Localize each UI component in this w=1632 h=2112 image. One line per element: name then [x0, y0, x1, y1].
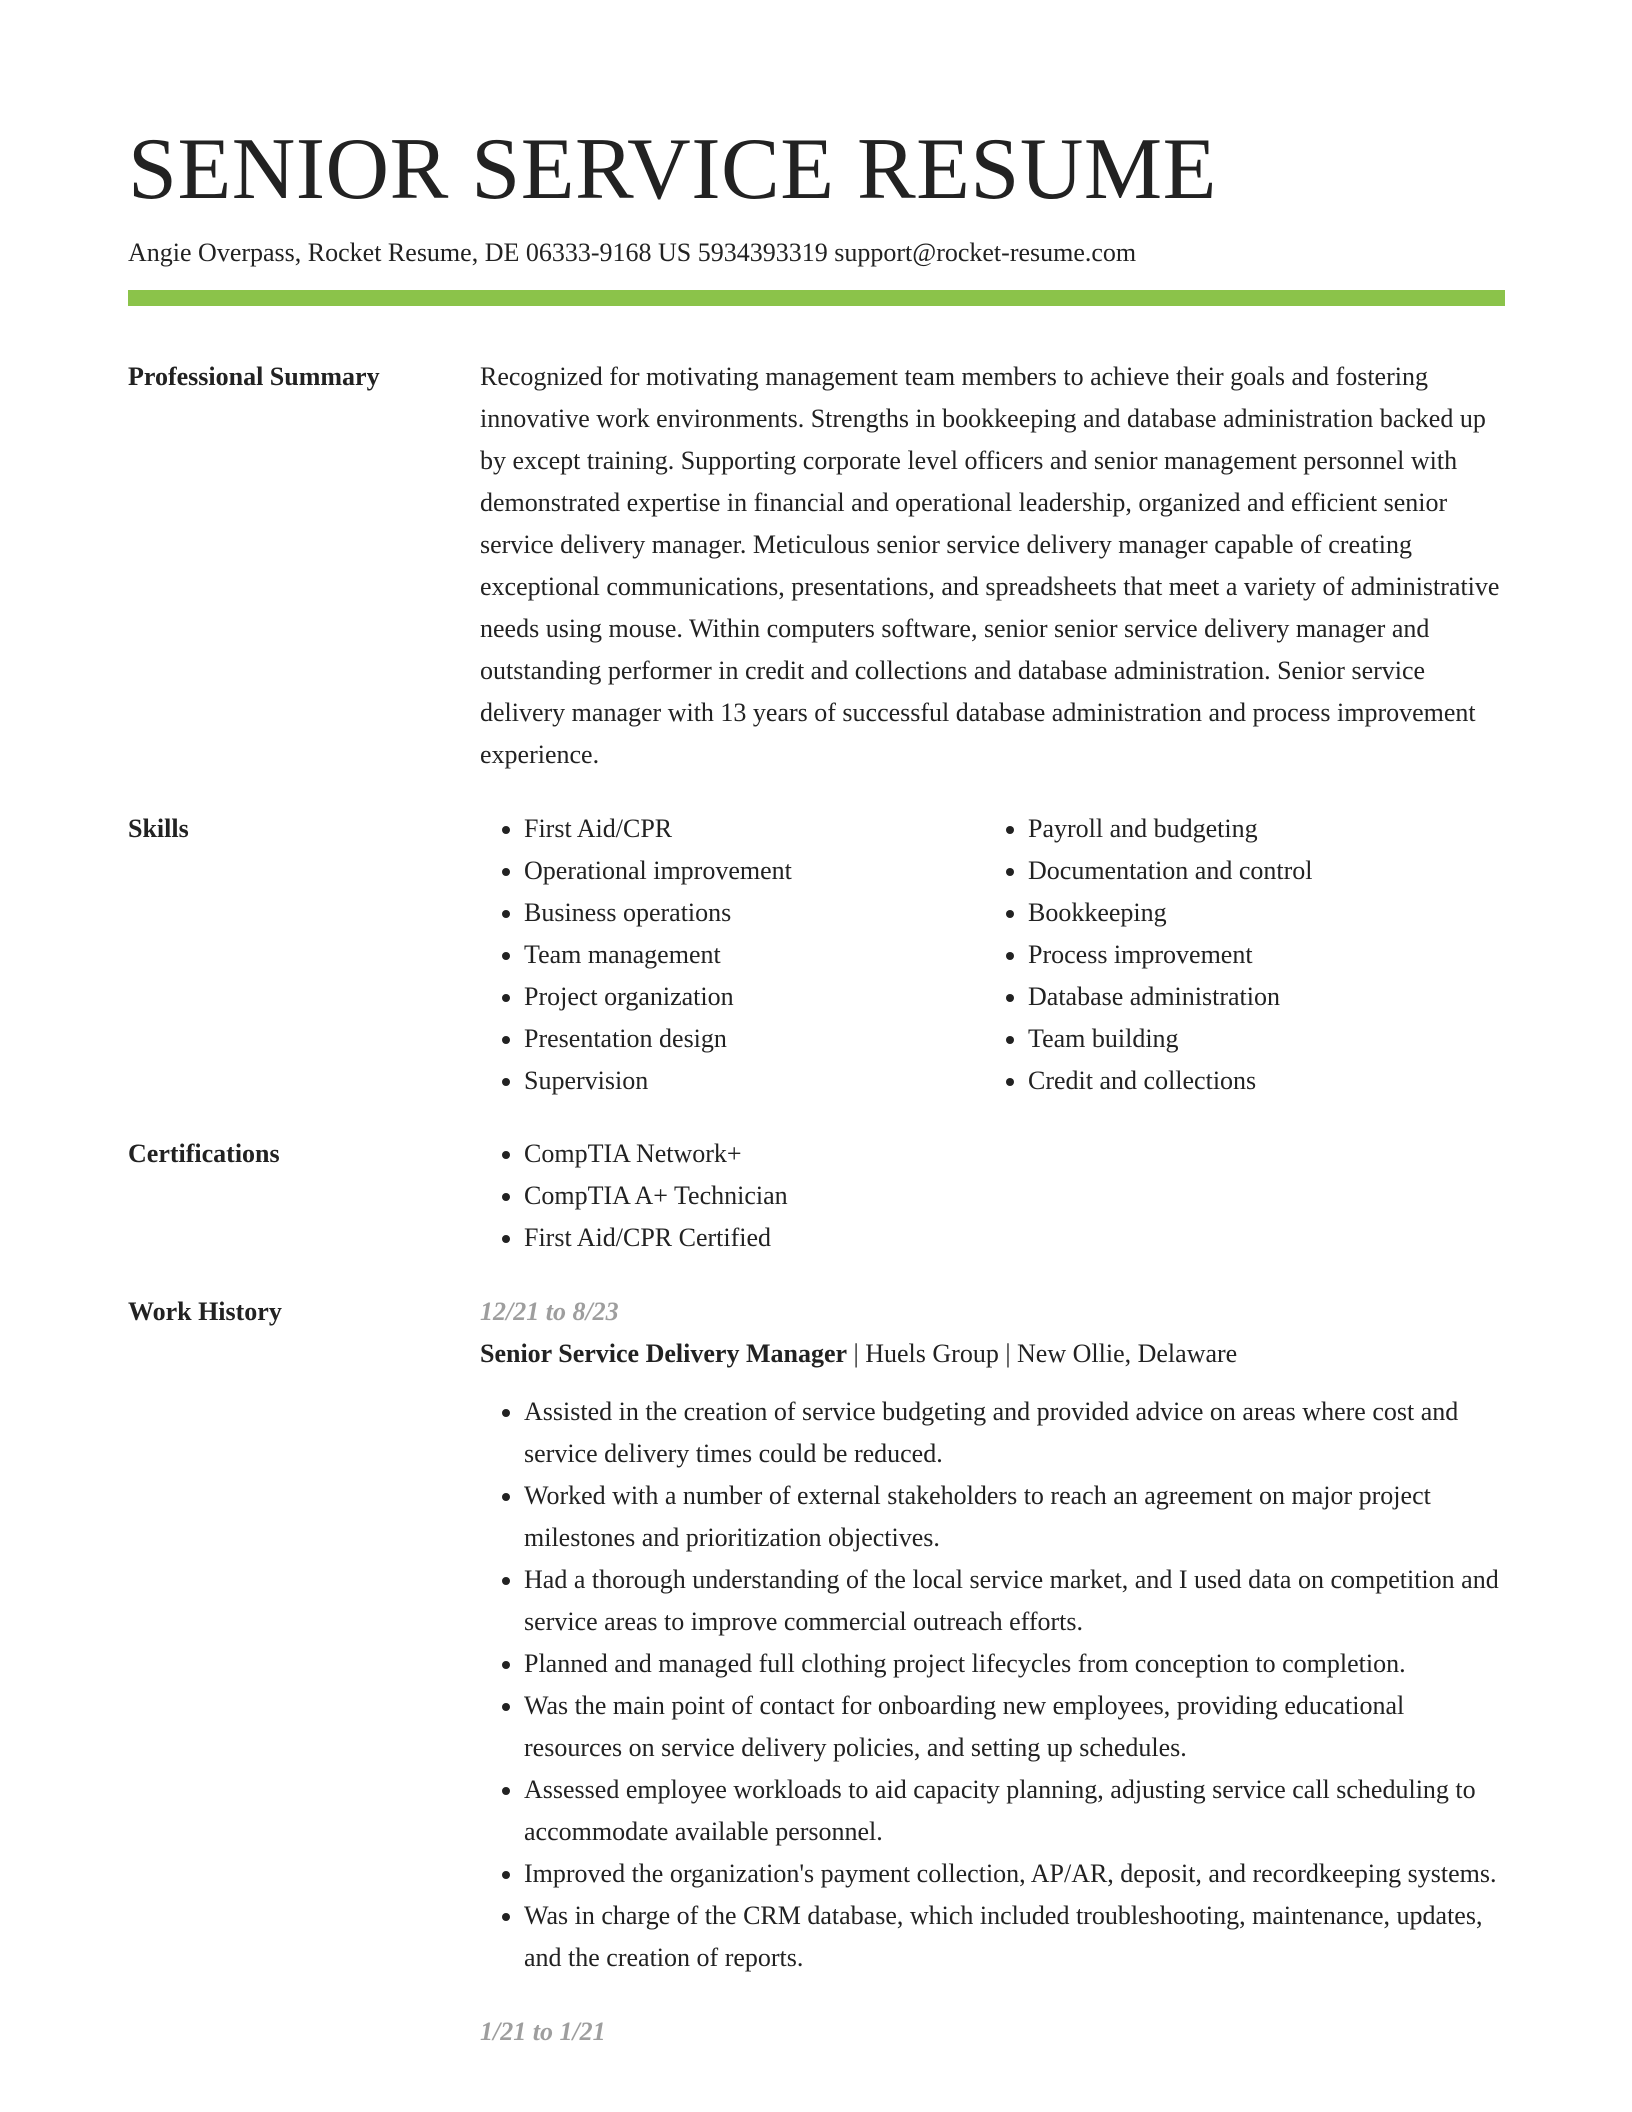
job-bullet: • Assisted in the creation of service budgeting and provided advice on areas where cost and service delivery times could be reduced. [524, 1391, 1505, 1475]
skill-item: • Project organization [524, 976, 984, 1018]
resume-title: SENIOR SERVICE RESUME [128, 121, 1217, 218]
job-dates: 1/21 to 1/21 [480, 2017, 606, 2046]
resume-page [128, 0, 1505, 2053]
summary-section [128, 356, 1505, 776]
section-label-skills: Skills [128, 814, 189, 843]
skill-item: • Database administration [1028, 976, 1488, 1018]
job-bullet: • Assessed employee workloads to aid capacity planning, adjusting service call scheduling to accommodate available personnel. [524, 1769, 1505, 1853]
job-bullet: • Planned and managed full clothing project lifecycles from conception to completion. [524, 1643, 1505, 1685]
skill-item: • Credit and collections [1028, 1060, 1488, 1102]
job-bullet: • Worked with a number of external stakeholders to reach an agreement on major project milestones and prioritization objectives. [524, 1475, 1505, 1559]
job-entry [480, 2011, 1505, 2053]
certifications-section [128, 1133, 1505, 1259]
skill-item: • Team management [524, 934, 984, 976]
skill-item: • Operational improvement [524, 850, 984, 892]
skill-item: • Supervision [524, 1060, 984, 1102]
skills-list-right [984, 808, 1488, 1102]
job-bullet: • Was the main point of contact for onboarding new employees, providing educational resources on service delivery policies, and setting up schedules. [524, 1685, 1505, 1769]
work-history-section [128, 1291, 1505, 2053]
job-dates: 12/21 to 8/23 [480, 1297, 619, 1326]
certification-item: • CompTIA A+ Technician [524, 1175, 1505, 1217]
skill-item: • Documentation and control [1028, 850, 1488, 892]
skill-item: • Business operations [524, 892, 984, 934]
header-divider [128, 290, 1505, 306]
skill-item: • Bookkeeping [1028, 892, 1488, 934]
certification-item: • First Aid/CPR Certified [524, 1217, 1505, 1259]
section-label-summary: Professional Summary [128, 362, 380, 391]
contact-line: Angie Overpass, Rocket Resume, DE 06333-9168 US 5934393319 support@rocket-resume.com [128, 238, 1137, 267]
skills-section [128, 808, 1505, 1102]
skill-item: • Team building [1028, 1018, 1488, 1060]
job-details: | Huels Group | New Ollie, Delaware [847, 1339, 1238, 1368]
job-heading [480, 1333, 1505, 1375]
job-bullet: • Improved the organization's payment collection, AP/AR, deposit, and recordkeeping systems. [524, 1853, 1505, 1895]
summary-text: Recognized for motivating management team members to achieve their goals and fostering innovative work environments. Strengths in bookkeeping and database administration backed up by except training. Supporting corporate level officers and senior management personnel with demonstrated expertise in financial and operational leadership, organized and efficient senior service delivery manager. Meticulous senior service delivery manager capable of creating exceptional communications, presentations, and spreadsheets that meet a variety of administrative needs using mouse. Within computers software, senior senior service delivery manager and outstanding performer in credit and collections and database administration. Senior service delivery manager with 13 years of successful database administration and process improvement experience. [480, 362, 1500, 769]
job-title: Senior Service Delivery Manager [480, 1339, 848, 1368]
certifications-list [480, 1133, 1505, 1259]
job-bullet: • Was in charge of the CRM database, which included troubleshooting, maintenance, updates, and the creation of reports. [524, 1895, 1505, 1979]
skill-item: • Presentation design [524, 1018, 984, 1060]
skills-list-left [480, 808, 984, 1102]
certification-item: • CompTIA Network+ [524, 1133, 1505, 1175]
skill-item: • First Aid/CPR [524, 808, 984, 850]
job-bullet: • Had a thorough understanding of the local service market, and I used data on competition and service areas to improve commercial outreach efforts. [524, 1559, 1505, 1643]
section-label-work-history: Work History [128, 1297, 282, 1326]
section-label-certifications: Certifications [128, 1139, 280, 1168]
job-bullet-list [480, 1391, 1505, 1979]
skill-item: • Payroll and budgeting [1028, 808, 1488, 850]
job-entry [480, 1291, 1505, 1979]
skill-item: • Process improvement [1028, 934, 1488, 976]
skills-grid [480, 808, 1505, 1102]
